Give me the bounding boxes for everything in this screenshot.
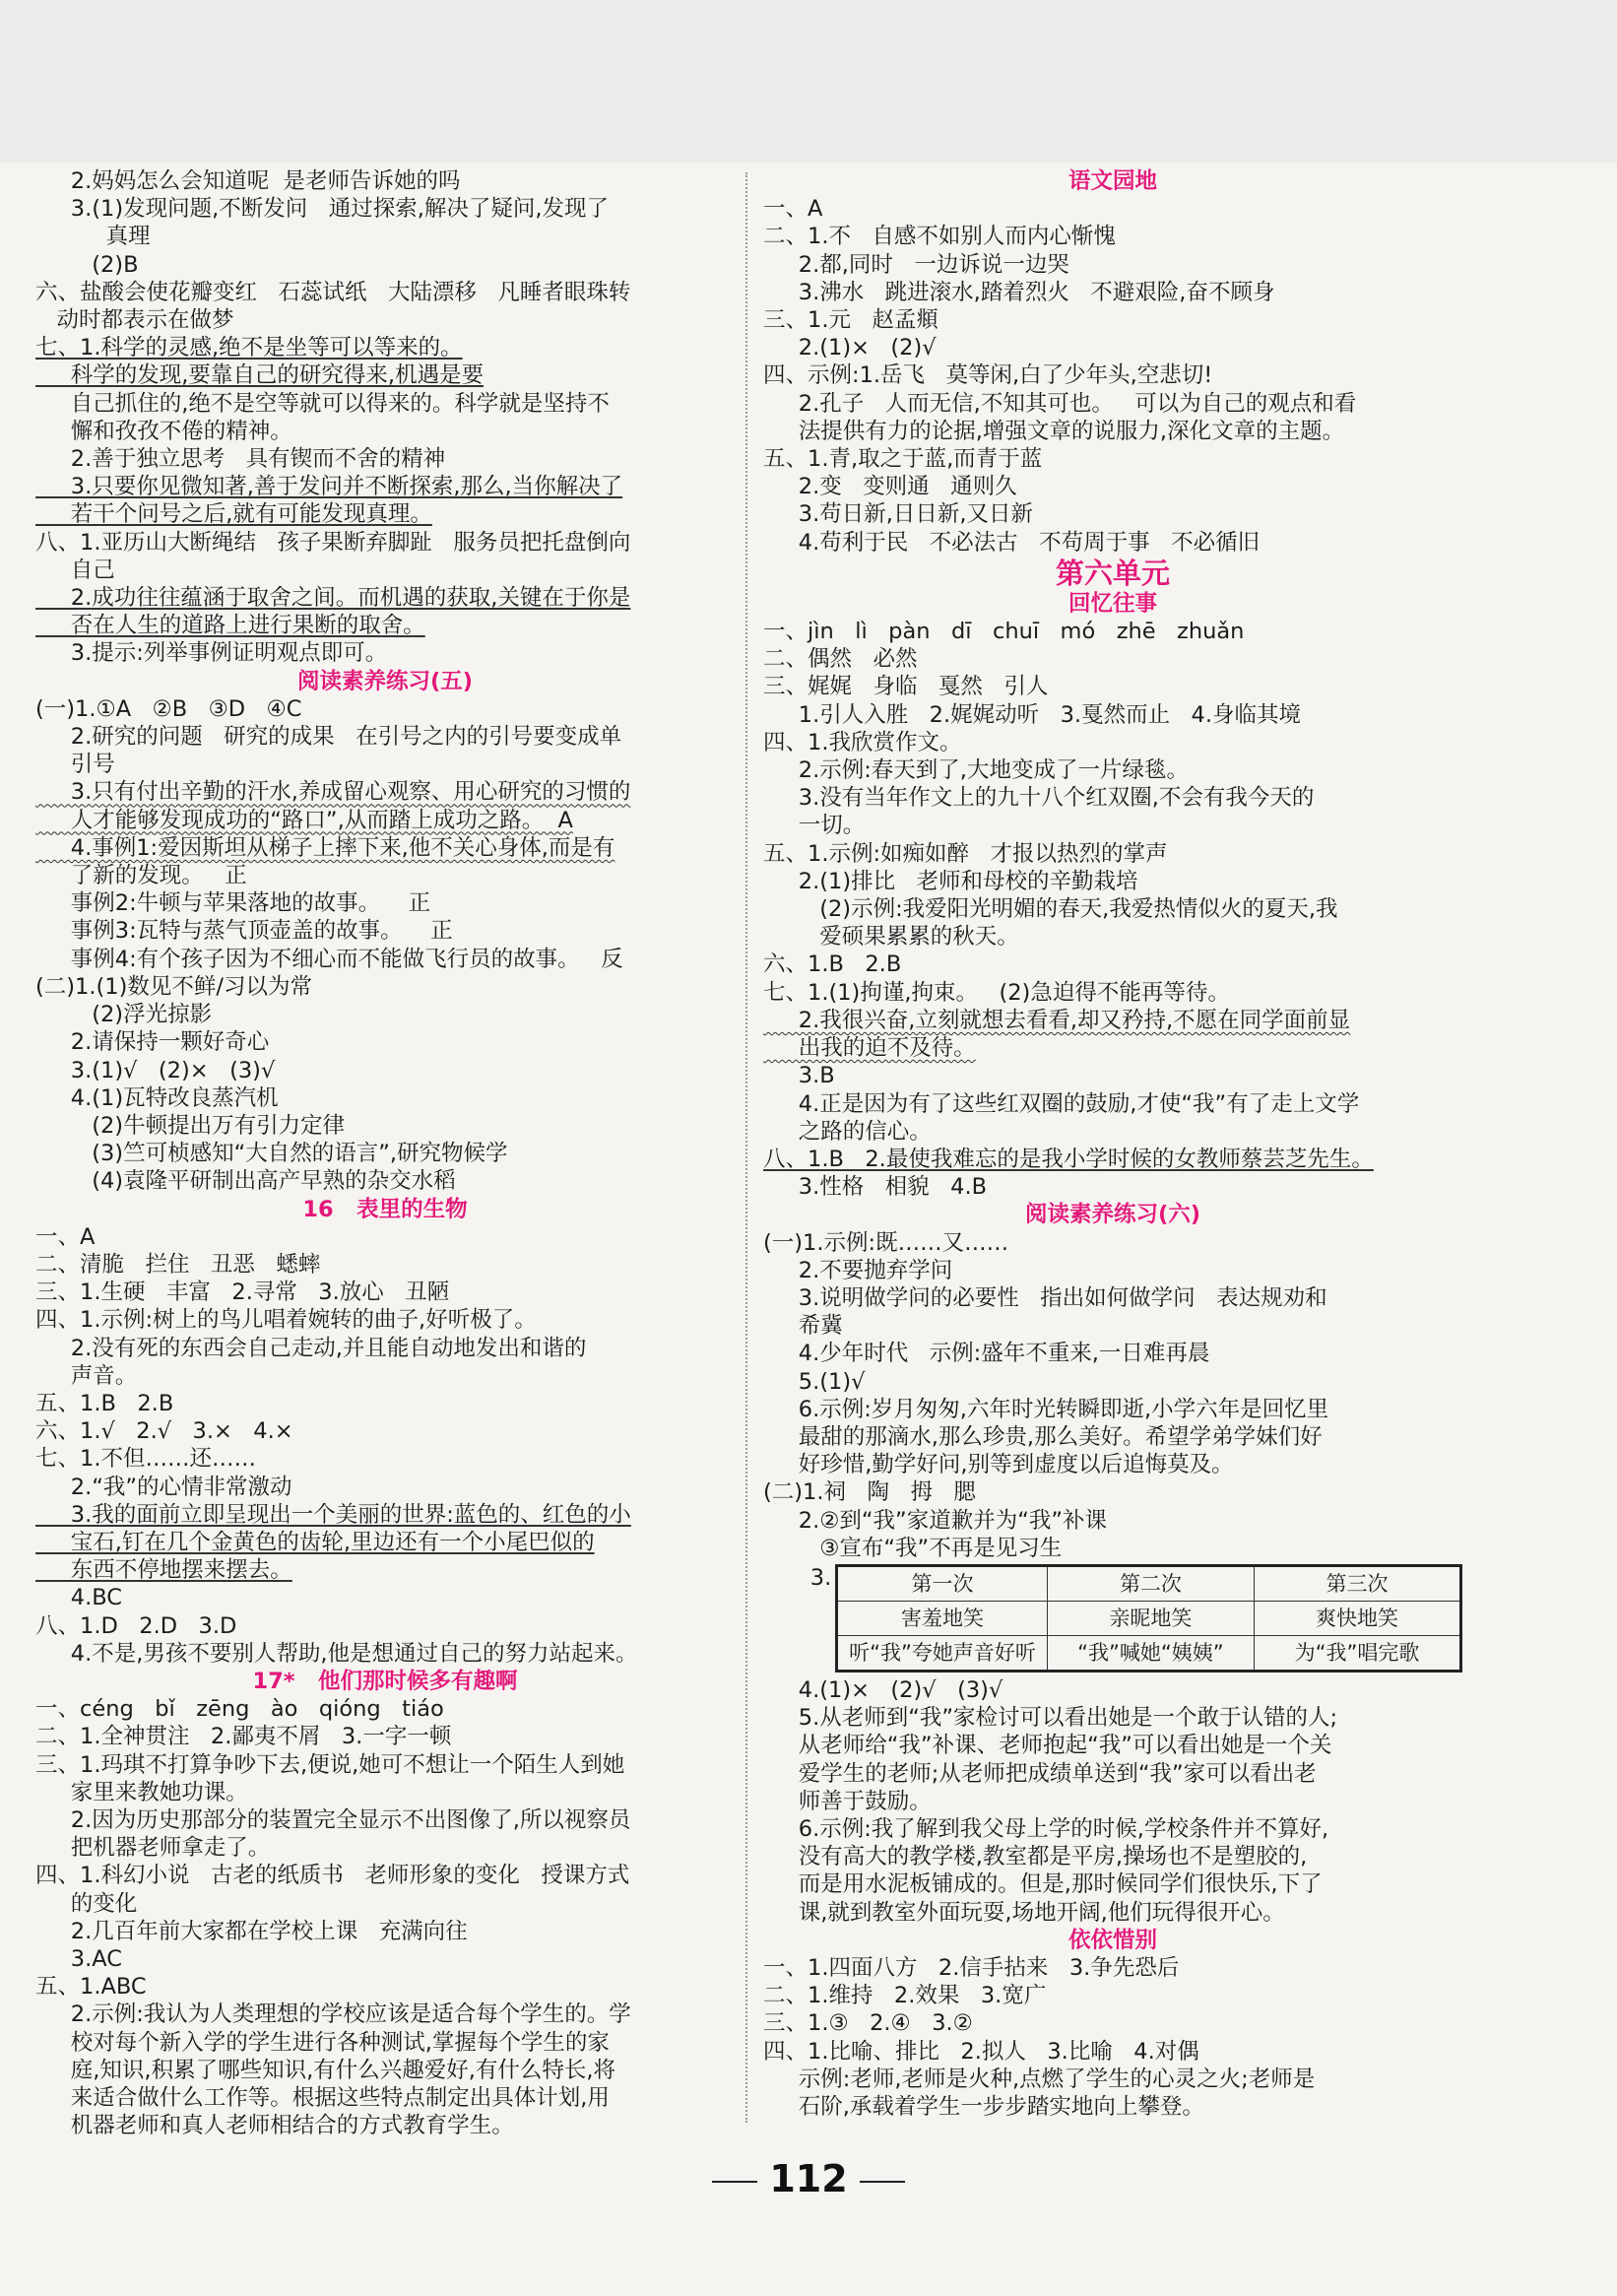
answer-line: 3.提示:列举事例证明观点即可。 bbox=[35, 640, 388, 667]
answer-line: 2.善于独立思考 具有锲而不舍的精神 bbox=[35, 446, 446, 473]
answer-line: 二、清脆 拦住 丑恶 蟋蟀 bbox=[35, 1251, 321, 1278]
answer-line bbox=[35, 834, 735, 862]
marked-text: 宝石,钉在几个金黄色的齿轮,里边还有一个小尾巴似的 bbox=[35, 1529, 595, 1555]
answer-line: 2.不要抛弃学问 bbox=[763, 1257, 953, 1283]
answer-line: (2)示例:我爱阳光明媚的春天,我爱热情似火的夏天,我 bbox=[763, 896, 1338, 923]
answer-line: 之路的信心。 bbox=[763, 1118, 932, 1145]
answer-line: 真理 bbox=[35, 224, 151, 250]
section-heading: 阅读素养练习(五) bbox=[296, 668, 474, 694]
answer-line bbox=[763, 1034, 1462, 1062]
answer-line: 5.从老师到“我”家检讨可以看出她是一个敢于认错的人; bbox=[763, 1705, 1338, 1732]
answer-line: (3)竺可桢感知“大自然的语言”,研究物候学 bbox=[35, 1141, 508, 1167]
answer-line: 六、1.B 2.B bbox=[763, 951, 902, 978]
answer-line bbox=[35, 1501, 735, 1529]
answer-line: 4.BC bbox=[35, 1585, 122, 1611]
answer-line: 八、1.D 2.D 3.D bbox=[35, 1612, 237, 1639]
marked-text: 否在人生的道路上进行果断的取舍。 bbox=[35, 613, 425, 639]
table-cell: 爽快地笑 bbox=[1255, 1601, 1461, 1635]
answer-line: 六、1.√ 2.√ 3.× 4.× bbox=[35, 1418, 293, 1445]
answer-line: ③宣布“我”不再是见习生 bbox=[763, 1535, 1063, 1561]
answer-line bbox=[35, 584, 735, 612]
answer-line bbox=[35, 1529, 735, 1556]
answer-line: 3.性格 相貌 4.B bbox=[763, 1174, 988, 1201]
answer-line: (一)1.①A ②B ③D ④C bbox=[35, 695, 302, 722]
answer-line: 师善于鼓励。 bbox=[763, 1788, 932, 1814]
answer-line: 2.(1)× (2)√ bbox=[763, 335, 937, 361]
answer-line: 家里来教她功课。 bbox=[35, 1779, 248, 1805]
answer-line: 6.示例:岁月匆匆,六年时光转瞬即逝,小学六年是回忆里 bbox=[763, 1396, 1329, 1422]
table-row bbox=[837, 1565, 1461, 1601]
answer-line: 3.(1)发现问题,不断发问 通过探索,解决了疑问,发现了 bbox=[35, 196, 610, 223]
page-number-dash-left bbox=[712, 2181, 757, 2183]
section-heading: 语文园地 bbox=[1067, 168, 1157, 194]
marked-text: 3.只要你见微知著,善于发问并不断探索,那么,当你解决了 bbox=[35, 474, 623, 500]
answer-line: 五、1.青,取之于蓝,而青于蓝 bbox=[763, 446, 1043, 473]
table-row bbox=[837, 1601, 1461, 1635]
answer-line: (二)1.(1)数见不鲜/习以为常 bbox=[35, 973, 312, 1000]
page-number bbox=[0, 2157, 1617, 2200]
answer-line: (2)浮光掠影 bbox=[35, 1002, 213, 1028]
answer-line: 4.(1)瓦特改良蒸汽机 bbox=[35, 1084, 279, 1111]
answer-line: 声音。 bbox=[35, 1362, 138, 1389]
marked-text: 人才能够发现成功的“路口”,从而踏上成功之路。 A bbox=[35, 807, 573, 833]
answer-line: 2.几百年前大家都在学校上课 充满向往 bbox=[35, 1918, 468, 1944]
answer-line: 一切。 bbox=[763, 813, 866, 839]
answer-line: 四、1.科幻小说 古老的纸质书 老师形象的变化 授课方式 bbox=[35, 1863, 630, 1889]
table-cell: 第一次 bbox=[837, 1565, 1048, 1601]
page-number-dash-right bbox=[860, 2181, 905, 2183]
answer-line: 3.AC bbox=[35, 1946, 122, 1972]
marked-text: 3.只有付出辛勤的汗水,养成留心观察、用心研究的习惯的 bbox=[35, 779, 631, 806]
right-column bbox=[763, 167, 1462, 2121]
answer-line: (二)1.祠 陶 拇 腮 bbox=[763, 1479, 976, 1506]
table-cell: “我”喊她“姨姨” bbox=[1047, 1635, 1254, 1671]
answer-line: 好珍惜,勤学好问,别等到虚度以后追悔莫及。 bbox=[763, 1452, 1234, 1478]
answer-line: 2.“我”的心情非常激动 bbox=[35, 1474, 292, 1500]
answer-line: 2.示例:我认为人类理想的学校应该是适合每个学生的。学 bbox=[35, 2001, 631, 2028]
answer-line bbox=[35, 612, 735, 639]
marked-text: 东西不停地摆来摆去。 bbox=[35, 1557, 292, 1584]
answer-line: 二、1.不 自感不如别人而内心惭愧 bbox=[763, 224, 1116, 250]
answer-line: 一、1.四面八方 2.信手拈来 3.争先恐后 bbox=[763, 1954, 1180, 1981]
answer-line: 二、1.维持 2.效果 3.宽广 bbox=[763, 1983, 1047, 2009]
answer-line bbox=[35, 778, 735, 806]
answer-line: 从老师给“我”补课、老师抱起“我”可以看出她是一个关 bbox=[763, 1733, 1332, 1759]
answer-line: 2.示例:春天到了,大地变成了一片绿毯。 bbox=[763, 757, 1189, 784]
answer-line: 七、1.(1)拘谨,拘束。 (2)急迫得不能再等待。 bbox=[763, 979, 1230, 1006]
answer-line: (一)1.示例:既……又…… bbox=[763, 1229, 1009, 1256]
answer-line bbox=[35, 1556, 735, 1584]
section-heading: 回忆往事 bbox=[1067, 590, 1157, 617]
answer-line: 自己 bbox=[35, 557, 115, 583]
answer-line: 而是用水泥板铺成的。但是,那时候同学们很快乐,下了 bbox=[763, 1871, 1323, 1898]
answer-line: 校对每个新入学的学生进行各种测试,掌握每个学生的家 bbox=[35, 2029, 610, 2056]
answer-line bbox=[35, 334, 735, 361]
answer-line: 法提供有力的论据,增强文章的说服力,深化文章的主题。 bbox=[763, 418, 1345, 444]
answer-line: 2.孔子 人而无信,不知其可也。 可以为自己的观点和看 bbox=[763, 390, 1357, 417]
table-cell: 为“我”唱完歌 bbox=[1255, 1635, 1461, 1671]
answer-line: 四、1.示例:树上的鸟儿唱着婉转的曲子,好听极了。 bbox=[35, 1307, 537, 1334]
marked-text: 七、1.科学的灵感,绝不是坐等可以等来的。 bbox=[35, 335, 463, 361]
table-cell: 第二次 bbox=[1047, 1565, 1254, 1601]
answer-line: 3.(1)√ (2)× (3)√ bbox=[35, 1057, 276, 1083]
answer-line: 1.引人入胜 2.娓娓动听 3.戛然而止 4.身临其境 bbox=[763, 701, 1301, 728]
answer-line: 四、示例:1.岳飞 莫等闲,白了少年头,空悲切! bbox=[763, 362, 1213, 389]
section-heading: 第六单元 bbox=[1055, 556, 1170, 590]
answer-line: 2.(1)排比 老师和母校的辛勤栽培 bbox=[763, 868, 1138, 894]
marked-text: 八、1.B 2.最使我难忘的是我小学时候的女教师蔡芸芝先生。 bbox=[763, 1146, 1374, 1172]
answer-line: 希冀 bbox=[763, 1313, 843, 1340]
answer-table bbox=[835, 1564, 1462, 1673]
right-column-top bbox=[763, 167, 1462, 1562]
answer-line: 2.没有死的东西会自己走动,并且能自动地发出和谐的 bbox=[35, 1335, 587, 1361]
left-column bbox=[35, 167, 735, 2139]
table-cell: 亲昵地笑 bbox=[1047, 1601, 1254, 1635]
answer-line: 三、1.③ 2.④ 3.② bbox=[763, 2010, 973, 2037]
answer-line: 爱学生的老师;从老师把成绩单送到“我”家可以看出老 bbox=[763, 1760, 1317, 1787]
answer-line bbox=[763, 1007, 1462, 1034]
answer-line: 事例4:有个孩子因为不细心而不能做飞行员的故事。 反 bbox=[35, 946, 623, 972]
section-heading: 17* 他们那时候多有趣啊 bbox=[252, 1668, 518, 1694]
answer-line: 八、1.亚历山大断绳结 孩子果断弃脚趾 服务员把托盘倒向 bbox=[35, 529, 631, 556]
marked-text: 2.我很兴奋,立刻就想去看看,却又矜持,不愿在同学面前显 bbox=[763, 1007, 1351, 1033]
marked-text: 3.我的面前立即呈现出一个美丽的世界:蓝色的、红色的小 bbox=[35, 1501, 631, 1528]
answer-line: 3.苟日新,日日新,又日新 bbox=[763, 501, 1034, 528]
right-column-bottom bbox=[763, 1676, 1462, 2121]
answer-line: 2.请保持一颗好奇心 bbox=[35, 1029, 270, 1056]
section-heading: 16 表里的生物 bbox=[302, 1196, 468, 1222]
answer-line: 2.变 变则通 通则久 bbox=[763, 474, 1017, 500]
answer-line: 3.说明做学问的必要性 指出如何做学问 表达规劝和 bbox=[763, 1284, 1327, 1311]
answer-line: 二、1.全神贯注 2.鄙夷不屑 3.一字一顿 bbox=[35, 1724, 452, 1750]
answer-line: 一、A bbox=[35, 1223, 96, 1250]
section-heading: 依依惜别 bbox=[1067, 1927, 1157, 1953]
answer-table-block bbox=[763, 1564, 1462, 1673]
answer-line: (2)B bbox=[35, 251, 139, 278]
answer-line: 5.(1)√ bbox=[763, 1368, 866, 1395]
marked-text: 出我的迫不及待。 bbox=[763, 1035, 976, 1062]
marked-text: 若干个问号之后,就有可能发现真理。 bbox=[35, 501, 432, 528]
answer-line: 4.(1)× (2)√ (3)√ bbox=[763, 1676, 1003, 1703]
answer-line: 示例:老师,老师是火种,点燃了学生的心灵之火;老师是 bbox=[763, 2066, 1316, 2092]
answer-line: 最甜的那滴水,那么珍贵,那么美好。希望学弟学妹们好 bbox=[763, 1423, 1323, 1450]
column-divider bbox=[745, 172, 747, 2123]
marked-text: 4.事例1:爱因斯坦从梯子上摔下来,他不关心身体,而是有 bbox=[35, 834, 615, 861]
answer-line: 四、1.我欣赏作文。 bbox=[763, 729, 962, 755]
answer-line: (2)牛顿提出万有引力定律 bbox=[35, 1112, 346, 1139]
answer-line bbox=[763, 1146, 1462, 1173]
answer-line: 二、偶然 必然 bbox=[763, 646, 918, 673]
answer-line: 4.苟利于民 不必法古 不苟周于事 不必循旧 bbox=[763, 529, 1261, 556]
answer-line: 了新的发现。 正 bbox=[35, 863, 247, 889]
marked-text: 科学的发现,要靠自己的研究得来,机遇是要 bbox=[35, 362, 485, 389]
answer-line bbox=[35, 473, 735, 500]
table-cell: 听“我”夸她声音好听 bbox=[837, 1635, 1048, 1671]
answer-line: 动时都表示在做梦 bbox=[35, 307, 234, 334]
answer-line: 4.不是,男孩不要别人帮助,他是想通过自己的努力站起来。 bbox=[35, 1640, 638, 1667]
answer-line: 没有高大的教学楼,教室都是平房,操场也不是塑胶的, bbox=[763, 1844, 1308, 1870]
answer-line: 事例3:瓦特与蒸气顶壶盖的故事。 正 bbox=[35, 918, 453, 945]
answer-line: (4)袁隆平研制出高产早熟的杂交水稻 bbox=[35, 1168, 456, 1195]
marked-text: 2.成功往往蕴涵于取舍之间。而机遇的获取,关键在于你是 bbox=[35, 585, 631, 612]
answer-line: 引号 bbox=[35, 752, 115, 778]
answer-line: 爱硕果累累的秋天。 bbox=[763, 924, 1019, 951]
answer-line: 2.都,同时 一边诉说一边哭 bbox=[763, 251, 1069, 278]
answer-line: 自己抓住的,绝不是空等就可以得来的。科学就是坚持不 bbox=[35, 390, 610, 417]
answer-line: 一、céng bǐ zēng ào qióng tiáo bbox=[35, 1696, 444, 1723]
answer-line: 2.研究的问题 研究的成果 在引号之内的引号要变成单 bbox=[35, 724, 622, 751]
answer-line: 三、1.玛琪不打算争吵下去,便说,她可不想让一个陌生人到她 bbox=[35, 1751, 625, 1778]
page-number-text: 112 bbox=[769, 2157, 848, 2200]
table-row bbox=[837, 1635, 1461, 1671]
answer-line: 三、1.元 赵孟頫 bbox=[763, 307, 938, 334]
answer-line: 一、A bbox=[763, 196, 823, 223]
answer-table-number: 3. bbox=[809, 1564, 832, 1591]
answer-line: 4.正是因为有了这些红双圈的鼓励,才使“我”有了走上文学 bbox=[763, 1090, 1360, 1117]
answer-line: 2.②到“我”家道歉并为“我”补课 bbox=[763, 1507, 1108, 1534]
answer-line: 事例2:牛顿与苹果落地的故事。 正 bbox=[35, 890, 431, 917]
answer-line: 2.因为历史那部分的装置完全显示不出图像了,所以视察员 bbox=[35, 1806, 631, 1833]
table-cell: 害羞地笑 bbox=[837, 1601, 1048, 1635]
answer-line: 五、1.ABC bbox=[35, 1974, 147, 2001]
answer-line: 来适合做什么工作等。根据这些特点制定出具体计划,用 bbox=[35, 2085, 610, 2112]
answer-line: 一、jìn lì pàn dī chuī mó zhē zhuǎn bbox=[763, 619, 1245, 645]
answer-line: 3.沸水 跳进滚水,踏着烈火 不避艰险,奋不顾身 bbox=[763, 279, 1275, 305]
answer-line: 课,就到教室外面玩耍,场地开阔,他们玩得很开心。 bbox=[763, 1899, 1285, 1926]
answer-line: 石阶,承载着学生一步步踏实地向上攀登。 bbox=[763, 2094, 1204, 2120]
section-heading: 阅读素养练习(六) bbox=[1024, 1202, 1201, 1228]
answer-line: 四、1.比喻、排比 2.拟人 3.比喻 4.对偶 bbox=[763, 2038, 1199, 2065]
answer-line: 七、1.不但……还…… bbox=[35, 1446, 256, 1473]
answer-line bbox=[35, 361, 735, 389]
answer-line: 三、1.生硬 丰富 2.寻常 3.放心 丑陋 bbox=[35, 1279, 450, 1306]
answer-line: 六、盐酸会使花瓣变红 石蕊试纸 大陆漂移 凡睡者眼珠转 bbox=[35, 279, 631, 305]
answer-line: 的变化 bbox=[35, 1890, 138, 1917]
answer-line: 3.B bbox=[763, 1063, 835, 1089]
answer-line: 五、1.示例:如痴如醉 才报以热烈的掌声 bbox=[763, 840, 1168, 867]
answer-line: 庭,知识,积累了哪些知识,有什么兴趣爱好,有什么特长,将 bbox=[35, 2057, 616, 2083]
answer-line: 三、娓娓 身临 戛然 引人 bbox=[763, 674, 1049, 700]
scan-header-band bbox=[0, 0, 1617, 163]
answer-line: 懈和孜孜不倦的精神。 bbox=[35, 418, 292, 444]
table-cell: 第三次 bbox=[1255, 1565, 1461, 1601]
answer-line: 五、1.B 2.B bbox=[35, 1390, 174, 1416]
answer-line: 3.没有当年作文上的九十八个红双圈,不会有我今天的 bbox=[763, 785, 1315, 812]
answer-line: 6.示例:我了解到我父母上学的时候,学校条件并不算好, bbox=[763, 1815, 1329, 1842]
answer-line bbox=[35, 500, 735, 528]
answer-line: 把机器老师拿走了。 bbox=[35, 1835, 271, 1862]
answer-line: 4.少年时代 示例:盛年不重来,一日难再晨 bbox=[763, 1341, 1210, 1367]
answer-line: 2.妈妈怎么会知道呢 是老师告诉她的吗 bbox=[35, 168, 461, 194]
answer-line: 机器老师和真人老师相结合的方式教育学生。 bbox=[35, 2113, 514, 2139]
answer-line bbox=[35, 807, 735, 834]
